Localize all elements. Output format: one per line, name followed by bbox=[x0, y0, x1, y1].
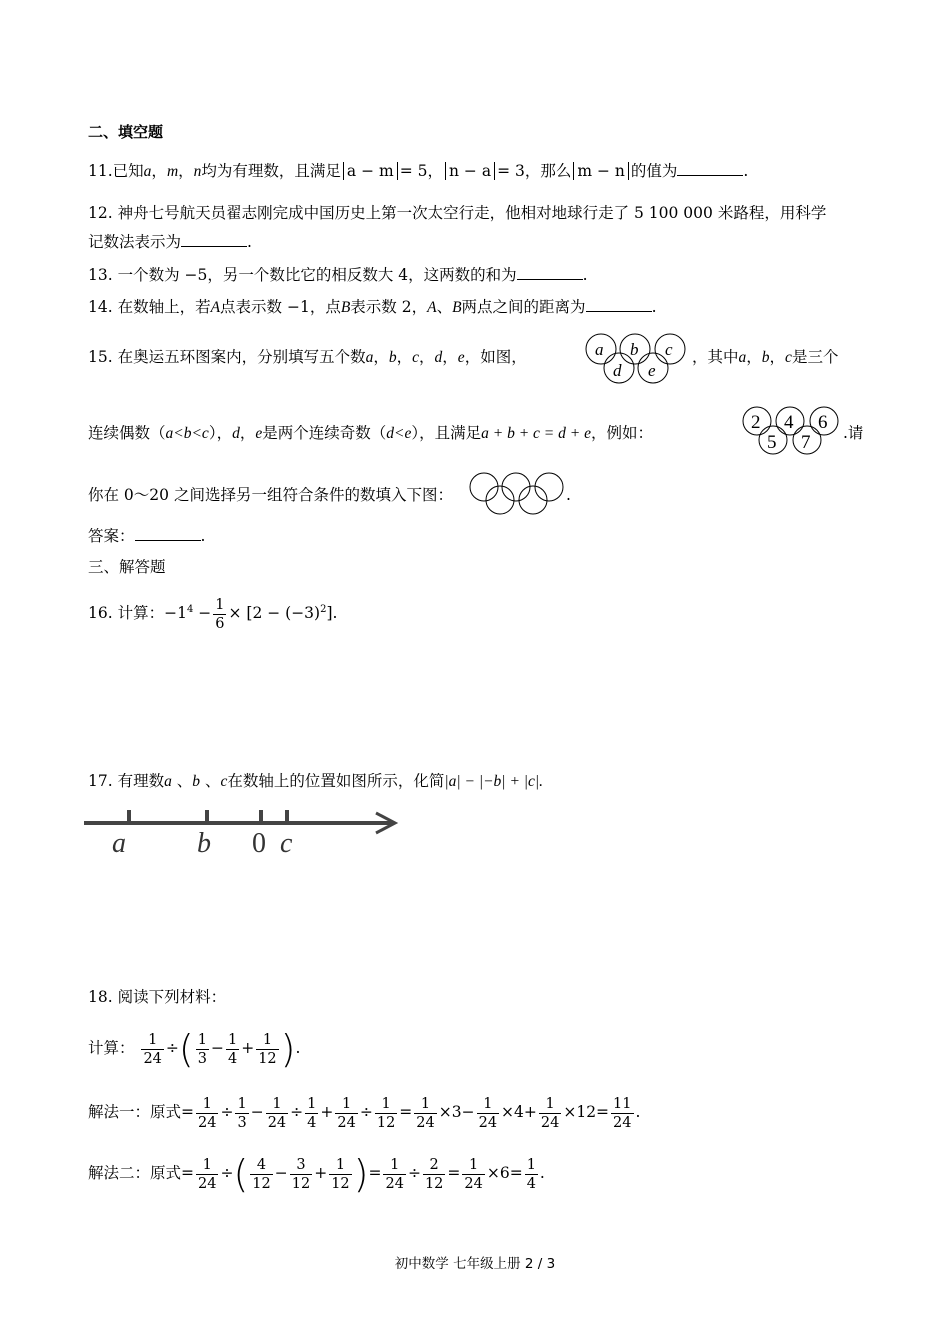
answer-blank bbox=[586, 297, 652, 312]
question-16: 16. 计算：$-1^4$ − $\frac{1}{6}$ × $[2 - (-3)^2]$. bbox=[88, 596, 338, 632]
question-15-line3: 你在 0～20 之间选择另一组符合条件的数填入下图： bbox=[88, 486, 453, 504]
q18-method-2: 解法二：原式= $\frac{1}{24}$ ÷( $\frac{4}{12}$ − $\frac{3}{12}$ + $\frac{1}{12}$ )= $\frac{1}{24}$ ÷ $\frac{2}{12}$ = $\frac{1}{24}$ ×6= $\frac{1}{4}$ . bbox=[88, 1152, 545, 1196]
question-14: 14. 在数轴上，若A点表示数 −1，点B表示数 2，A、B两点之间的距离为 . bbox=[88, 298, 657, 316]
abs-expr: m − n bbox=[573, 162, 629, 180]
question-12-line1: 12. 神舟七号航天员翟志刚完成中国历史上第一次太空行走，他相对地球行走了 5 100 000 米路程，用科学 bbox=[88, 204, 827, 222]
fraction: $\frac{1}{6}$ bbox=[215, 596, 225, 632]
ring-number: 4 bbox=[784, 412, 794, 433]
ring-letter: c bbox=[665, 340, 673, 359]
ring-letter: e bbox=[648, 361, 656, 380]
olympic-rings-letters-figure bbox=[582, 330, 692, 384]
ring-letter: a bbox=[595, 340, 604, 359]
question-11: 11.已知a，m，n均为有理数，且满足 a − m = 5， n − a = 3，那么 m − n 的值为 . bbox=[88, 162, 749, 180]
answer-blank bbox=[517, 265, 583, 280]
ring-number: 6 bbox=[818, 412, 828, 433]
ring-letter: d bbox=[613, 361, 622, 380]
answer-blank bbox=[135, 526, 201, 541]
question-12-line2: 记数法表示为 . bbox=[88, 233, 252, 251]
answer-line: 答案： . bbox=[88, 527, 206, 545]
axis-label-b: b bbox=[197, 828, 211, 859]
section-title: 三、解答题 bbox=[88, 558, 166, 576]
abs-expr: a − m bbox=[343, 162, 398, 180]
question-15-line1-end: ，其中a，b，c是三个 bbox=[692, 348, 839, 366]
olympic-rings-example-figure bbox=[741, 404, 843, 458]
question-18-title: 18. 阅读下列材料： bbox=[88, 988, 227, 1006]
axis-label-a: a bbox=[112, 828, 126, 859]
question-15-line2: 连续偶数（a<b<c），d，e是两个连续奇数（d<e），且满足a + b + c = d + e，例如： bbox=[88, 424, 653, 442]
ring-number: 2 bbox=[751, 412, 761, 433]
question-15-line1: 15. 在奥运五环图案内，分别填写五个数a，b，c，d，e，如图， bbox=[88, 348, 527, 366]
question-15-line2-end: .请 bbox=[843, 424, 864, 442]
answer-blank bbox=[677, 161, 743, 176]
q18-calc: 计算： $\frac{1}{24}$ ÷( $\frac{1}{3}$ − $\frac{1}{4}$ + $\frac{1}{12}$ ). bbox=[88, 1027, 301, 1071]
olympic-rings-empty-figure[interactable] bbox=[467, 470, 567, 518]
ring-number: 5 bbox=[767, 432, 777, 453]
answer-blank bbox=[181, 232, 247, 247]
number-line-figure bbox=[84, 805, 404, 860]
ring-letter: b bbox=[630, 340, 639, 359]
question-13: 13. 一个数为 −5，另一个数比它的相反数大 4，这两数的和为 . bbox=[88, 266, 588, 284]
question-17: 17. 有理数a 、b 、c在数轴上的位置如图所示，化简|a| − |−b| + |c|. bbox=[88, 772, 544, 790]
axis-label-zero: 0 bbox=[252, 828, 266, 859]
page-footer: 初中数学 七年级上册 2 / 3 bbox=[394, 1256, 556, 1272]
q18-method-1: 解法一：原式= $\frac{1}{24}$ ÷ $\frac{1}{3}$ − $\frac{1}{24}$ ÷ $\frac{1}{4}$ + $\frac{1}{24}$ ÷ $\frac{1}{12}$ = $\frac{1}{24}$ ×3− $\frac{1}{24}$ ×4+ $\frac{1}{24}$ ×12= $\frac{11}{24}$ . bbox=[88, 1095, 641, 1131]
abs-expr: n − a bbox=[445, 162, 495, 180]
section-title: 二、填空题 bbox=[88, 123, 164, 141]
axis-label-c: c bbox=[280, 828, 293, 859]
ring-number: 7 bbox=[801, 432, 811, 453]
